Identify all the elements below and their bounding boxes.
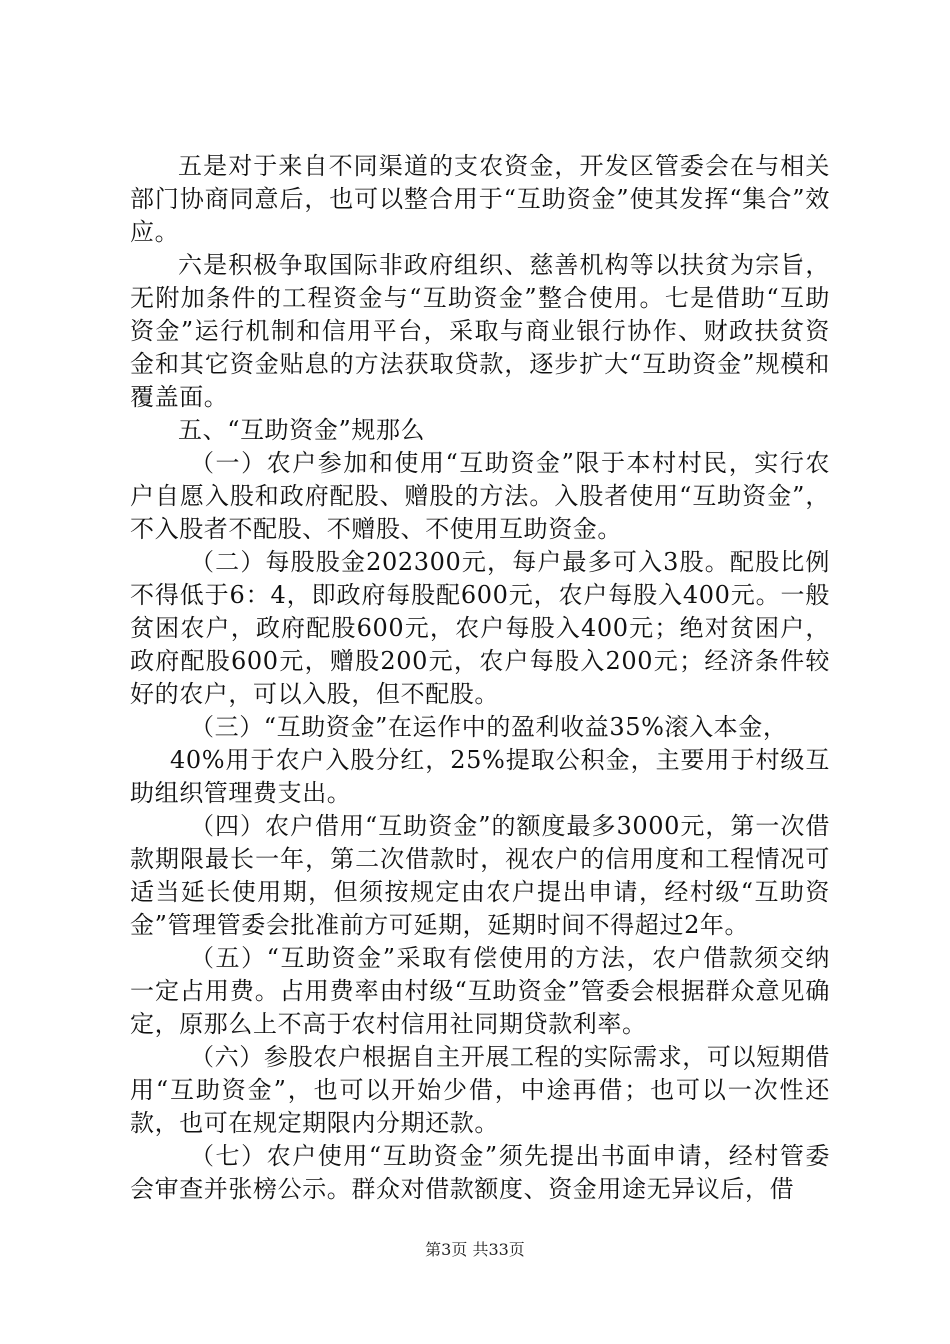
page-footer: [0, 1240, 950, 1260]
paragraph-item-2: （二）每股股金202300元，每户最多可入3股。配股比例不得低于6：4，即政府每股配600元，农户每股入400元。一般贫困农户，政府配股600元，农户每股入400元；绝对贫困户，政府配股600元，赠股200元，农户每股入200元；经济条件较好的农户，可以入股，但不配股。: [130, 548, 830, 708]
paragraph-item-3: （三）“互助资金”在运作中的盈利收益35%滚入本金，: [190, 713, 788, 741]
section-heading: 五、“互助资金”规那么: [178, 416, 426, 444]
paragraph-item-3-continued: 40%用于农户入股分红，25%提取公积金，主要用于村级互助组织管理费支出。: [130, 746, 830, 807]
document-body: [130, 150, 830, 1206]
paragraph-item-7: （七）农户使用“互助资金”须先提出书面申请，经村管委会审查并张榜公示。群众对借款额度、资金用途无异议后，借: [130, 1142, 830, 1203]
paragraph-2: 六是积极争取国际非政府组织、慈善机构等以扶贫为宗旨，无附加条件的工程资金与“互助资金”整合使用。七是借助“互助资金”运行机制和信用平台，采取与商业银行协作、财政扶贫资金和其它资金贴息的方法获取贷款，逐步扩大“互助资金”规模和覆盖面。: [130, 251, 830, 411]
paragraph-item-1: （一）农户参加和使用“互助资金”限于本村村民，实行农户自愿入股和政府配股、赠股的方法。入股者使用“互助资金”，不入股者不配股、不赠股、不使用互助资金。: [130, 449, 830, 543]
page-number: 第3页 共33页: [425, 1240, 525, 1259]
paragraph-item-4: （四）农户借用“互助资金”的额度最多3000元，第一次借款期限最长一年，第二次借款时，视农户的信用度和工程情况可适当延长使用期，但须按规定由农户提出申请，经村级“互助资金”管理管委会批准前方可延期，延期时间不得超过2年。: [130, 812, 830, 939]
paragraph-item-5: （五）“互助资金”采取有偿使用的方法，农户借款须交纳一定占用费。占用费率由村级“互助资金”管委会根据群众意见确定，原那么上不高于农村信用社同期贷款利率。: [130, 944, 830, 1038]
paragraph-item-6: （六）参股农户根据自主开展工程的实际需求，可以短期借用“互助资金”，也可以开始少借，中途再借；也可以一次性还款，也可在规定期限内分期还款。: [130, 1043, 830, 1137]
paragraph-1: 五是对于来自不同渠道的支农资金，开发区管委会在与相关部门协商同意后，也可以整合用于“互助资金”使其发挥“集合”效应。: [130, 152, 830, 246]
